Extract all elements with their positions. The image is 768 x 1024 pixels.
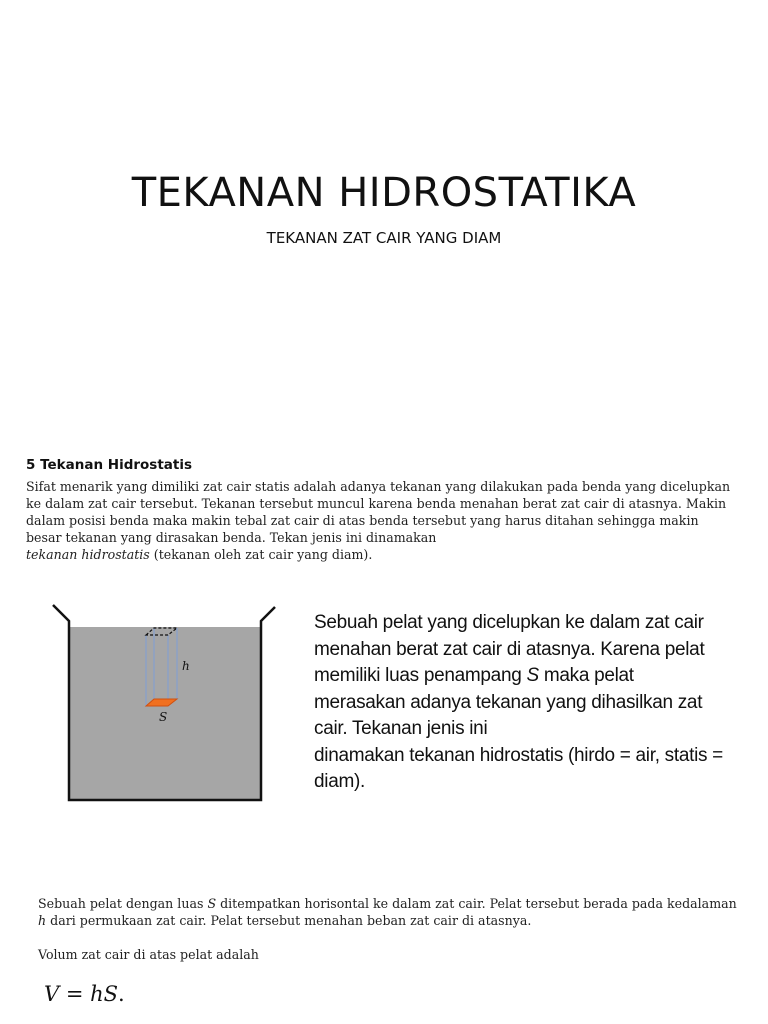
formula-end: . bbox=[118, 982, 125, 1006]
formula-lhs: V bbox=[44, 982, 60, 1006]
para2-a: Sebuah pelat dengan luas bbox=[38, 896, 204, 911]
explanation-part2: maka pelat merasakan adanya tekanan yang dihasilkan zat cair. Tekanan jenis ini bbox=[314, 665, 703, 739]
label-s: S bbox=[159, 710, 168, 724]
explanation-part1: Sebuah pelat yang dicelupkan ke dalam zat cair menahan berat zat cair di atasnya. Karena pelat memiliki luas penampang bbox=[314, 612, 705, 686]
section-heading: 5 Tekanan Hidrostatis bbox=[26, 457, 193, 473]
intro-paragraph bbox=[26, 478, 736, 563]
volume-formula bbox=[44, 982, 125, 1006]
volume-paragraph: Volum zat cair di atas pelat adalah bbox=[38, 947, 259, 962]
formula-equals: = bbox=[59, 982, 91, 1006]
explanation-part3: dinamakan tekanan hidrostatis (hirdo = air, statis = diam). bbox=[314, 744, 723, 792]
hydrostatic-diagram bbox=[50, 600, 280, 806]
intro-emphasis: tekanan hidrostatis bbox=[26, 547, 150, 562]
explanation-symbol-s: S bbox=[526, 665, 539, 686]
diagram-explanation bbox=[314, 610, 724, 796]
para2-c: dari permukaan zat cair. Pelat tersebut menahan beban zat cair di atasnya. bbox=[50, 913, 532, 928]
para2-symbol-s: S bbox=[207, 896, 217, 911]
para2-b: ditempatkan horisontal ke dalam zat cair. Pelat tersebut berada pada kedalaman bbox=[220, 896, 737, 911]
page-title: TEKANAN HIDROSTATIKA bbox=[131, 170, 637, 216]
label-h: h bbox=[182, 659, 190, 673]
formula-rhs: hS bbox=[90, 982, 119, 1006]
plate-paragraph bbox=[38, 895, 738, 929]
page-subtitle: TEKANAN ZAT CAIR YANG DIAM bbox=[266, 229, 502, 247]
intro-tail: (tekanan oleh zat cair yang diam). bbox=[153, 547, 373, 562]
para2-symbol-h: h bbox=[38, 913, 47, 928]
intro-text: Sifat menarik yang dimiliki zat cair statis adalah adanya tekanan yang dilakukan pada benda yang dicelupkan ke dalam zat cair tersebut. Tekanan tersebut muncul karena benda menahan berat zat cair di atasnya. Makin dalam posisi benda maka makin tebal zat cair di atas benda tersebut yang harus ditahan sehingga makin besar tekanan yang dirasakan benda. Tekan jenis ini dinamakan bbox=[26, 479, 731, 545]
